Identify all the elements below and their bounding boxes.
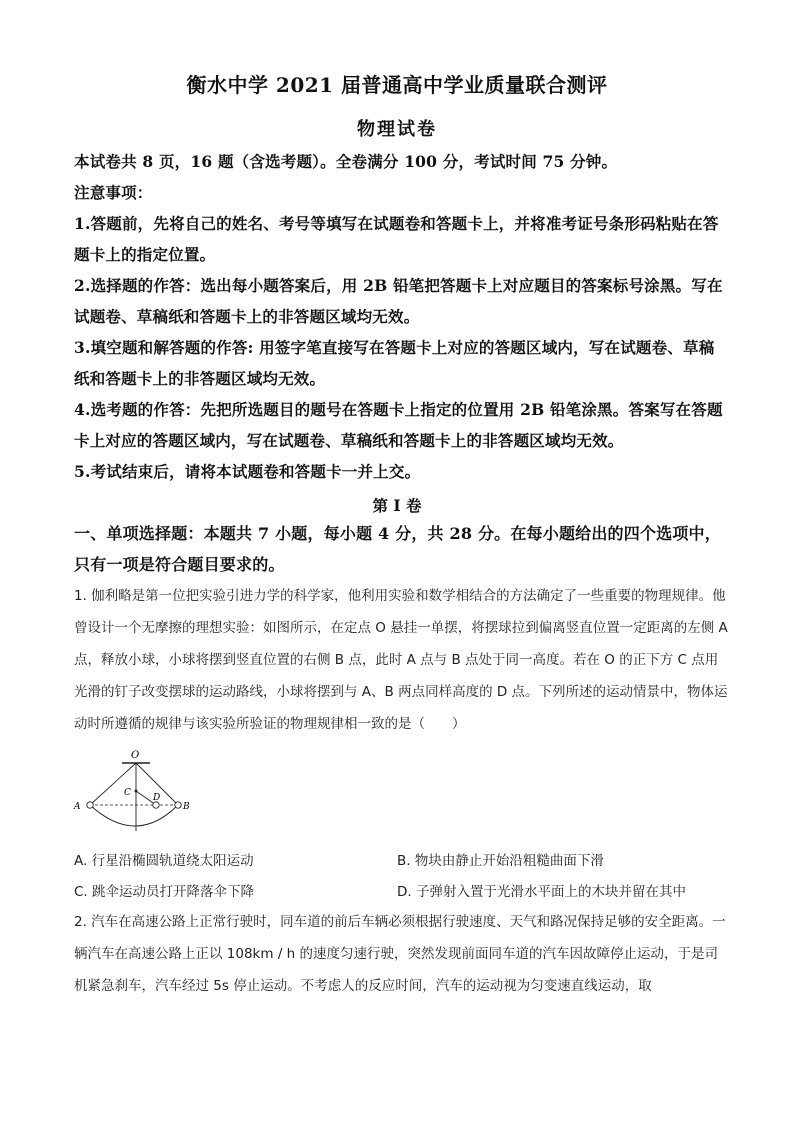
label-d: D xyxy=(153,793,161,803)
label-o: O xyxy=(131,750,140,761)
notice-item-2: 2.选择题的作答：选出每小题答案后，用 2B 铅笔把答题卡上对应题目的答案标号涂黑。写在试题卷、草稿纸和答题卡上的非答题区域均无效。 xyxy=(74,276,723,326)
question-2-stem: 2. 汽车在高速公路上正常行驶时，同车道的前后车辆必须根据行驶速度、天气和路况保持足够的安全距离。一辆汽车在高速公路上正以 108km / h 的速度匀速行驶，突然发现前面同车道的汽车因故障停止运动，于是司机紧急刹车，汽车经过 5s 停止运动。不考虑人的反应时间，汽车的运动视为匀变速直线运动，取 xyxy=(74,914,726,994)
exam-title: 衡水中学 2021 届普通高中学业质量联合测评 xyxy=(186,73,608,97)
label-b: B xyxy=(183,802,190,812)
label-a: A xyxy=(74,802,81,812)
notice-item-3: 3.填空题和解答题的作答: 用签字笔直接写在答题卡上对应的答题区域内，写在试题卷、草稿纸和答题卡上的非答题区域均无效。 xyxy=(74,338,715,388)
exam-summary: 本试卷共 8 页，16 题（含选考题）。全卷满分 100 分，考试时间 75 分钟。 xyxy=(74,152,618,171)
notice-item-4: 4.选考题的作答：先把所选题目的题号在答题卡上指定的位置用 2B 铅笔涂黑。答案写在答题卡上对应的答题区域内，写在试题卷、草稿纸和答题卡上的非答题区域均无效。 xyxy=(74,400,723,450)
label-c: C xyxy=(124,788,131,798)
option-a: A. 行星沿椭圆轨道绕太阳运动 xyxy=(74,853,254,869)
pendulum-figure xyxy=(70,745,200,835)
question-1-stem: 1. 伽利略是第一位把实验引进力学的科学家，他利用实验和数学相结合的方法确定了一些重要的物理规律。他曾设计一个无摩擦的理想实验：如图所示，在定点 O 悬挂一单摆，将摆球拉到偏离竖直位置一定距离的左侧 A 点，释放小球，小球将摆到竖直位置的右侧 B 点，此时 A 点与 B 点处于同一高度。若在 O 的正下方 C 点用光滑的钉子改变摆球的运动路线，小球将摆到与 A、B 两点同样高度的 D 点。下列所述的运动情景中，物体运动时所遵循的规律与该实验所验证的物理规律相一致的是（ ） xyxy=(74,588,728,732)
volume-heading: 第 I 卷 xyxy=(372,496,422,515)
notice-item-5: 5.考试结束后，请将本试题卷和答题卡一并上交。 xyxy=(74,462,421,481)
notice-item-1: 1.答题前，先将自己的姓名、考号等填写在试题卷和答题卡上，并将准考证号条形码粘贴在答题卡上的指定位置。 xyxy=(74,214,719,264)
exam-subject: 物理试卷 xyxy=(357,119,437,140)
option-c: C. 跳伞运动员打开降落伞下降 xyxy=(74,884,255,900)
section-heading: 一、单项选择题：本题共 7 小题，每小题 4 分，共 28 分。在每小题给出的四个选项中，只有一项是符合题目要求的。 xyxy=(74,524,721,574)
option-d: D. 子弹射入置于光滑水平面上的木块并留在其中 xyxy=(397,884,686,900)
option-b: B. 物块由静止开始沿粗糙曲面下滑 xyxy=(397,853,604,869)
notice-heading: 注意事项： xyxy=(74,183,153,202)
